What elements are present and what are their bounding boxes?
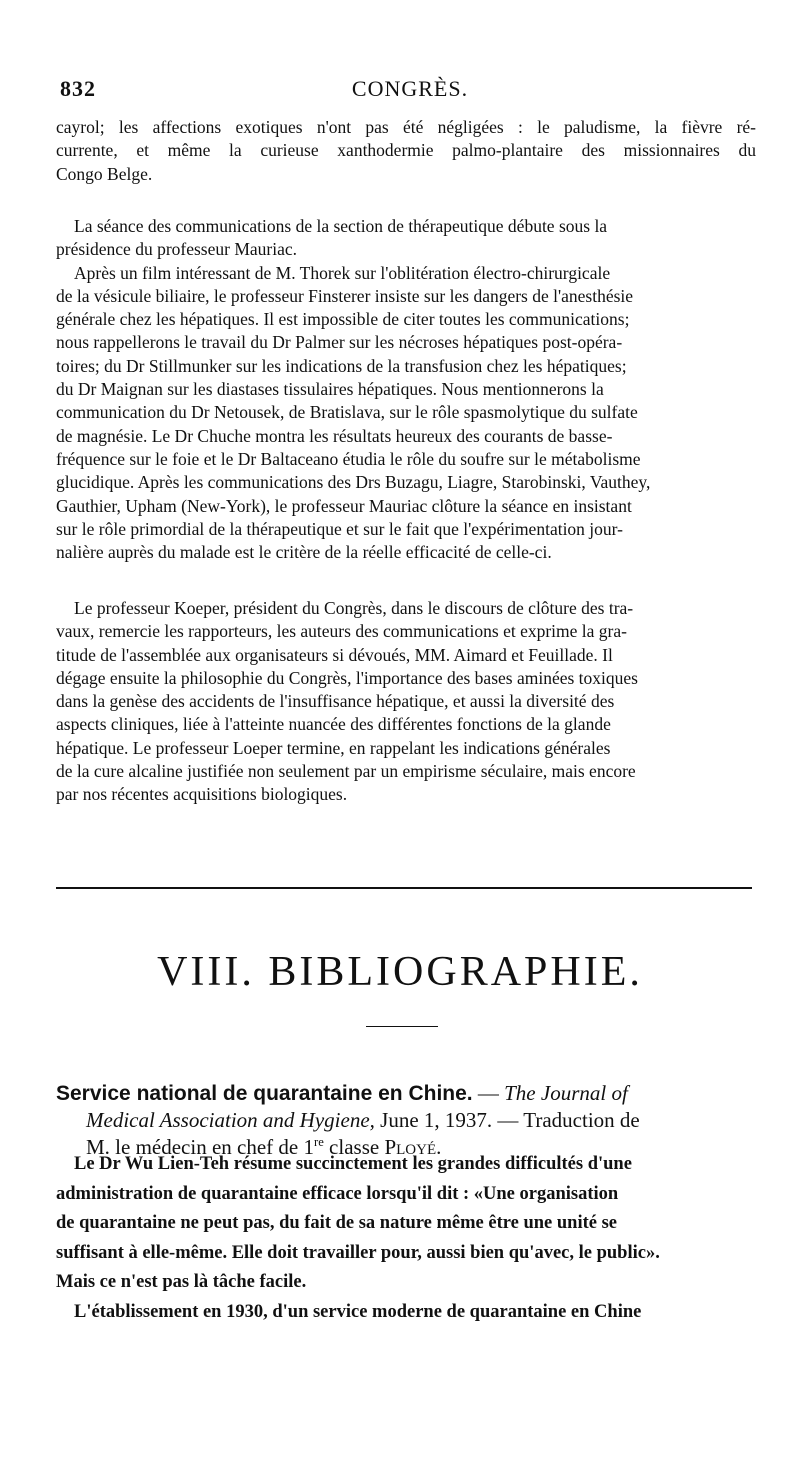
journal-title: The Journal of	[504, 1081, 628, 1105]
text-line: Après un film intéressant de M. Thorek sur l'oblitération électro-chirurgicale	[74, 262, 611, 283]
entry-dash: —	[472, 1081, 505, 1105]
entry-dash: —	[492, 1108, 524, 1132]
journal-title-cont: Medical Association and Hygiene,	[86, 1108, 375, 1132]
text-line: toires; du Dr Stillmunker sur les indications de la transfusion chez les hépatiques;	[56, 355, 627, 376]
text-line: currente, et même la curieuse xanthodermie palmo-plantaire des missionnaires du	[56, 140, 756, 161]
text-line: Mais ce n'est pas là tâche facile.	[56, 1272, 307, 1292]
title-underline	[366, 1026, 438, 1027]
page-header	[60, 76, 760, 106]
review-paragraph	[56, 1150, 756, 1327]
text-line: de quarantaine ne peut pas, du fait de sa nature même être une unité se	[56, 1213, 617, 1233]
text-line: du Dr Maignan sur les diastases tissulaires hépatiques. Nous mentionnerons la	[56, 379, 604, 400]
text-line: fréquence sur le foie et le Dr Baltaceano étudia le rôle du soufre sur le métabolisme	[56, 448, 641, 469]
text-line: vaux, remercie les rapporteurs, les auteurs des communications et exprime la gra-	[56, 621, 627, 642]
paragraph-therapeutics	[56, 215, 756, 564]
translator-name: Ployé.	[384, 1135, 442, 1159]
translation-label: Traduction de	[523, 1108, 640, 1132]
text-line: sur le rôle primordial de la thérapeutique et sur le fait que l'expérimentation jour-	[56, 518, 623, 539]
text-line: par nos récentes acquisitions biologiques.	[56, 784, 348, 805]
text-line: glucidique. Après les communications des Drs Buzagu, Liagre, Starobinski, Vauthey,	[56, 472, 651, 493]
ordinal-suffix: re	[314, 1135, 324, 1149]
translator-class: classe	[323, 1135, 385, 1159]
text-line: Congo Belge.	[56, 163, 153, 184]
running-title: CONGRÈS.	[351, 76, 469, 101]
text-line: de la cure alcaline justifiée non seulement par un empirisme séculaire, mais encore	[56, 761, 636, 782]
text-line: hépatique. Le professeur Loeper termine, en rappelant les indications générales	[56, 737, 611, 758]
text-line: administration de quarantaine efficace lorsqu'il dit : «Une organisation	[56, 1183, 619, 1204]
text-line: communication du Dr Netousek, de Bratislava, sur le rôle spasmolytique du sulfate	[56, 402, 638, 423]
text-line: de magnésie. Le Dr Chuche montra les résultats heureux des courants de basse-	[56, 425, 613, 446]
text-line: de la vésicule biliaire, le professeur Finsterer insiste sur les dangers de l'anesthésie	[56, 285, 634, 306]
text-line: Le professeur Koeper, président du Congrès, dans le discours de clôture des tra-	[74, 598, 634, 618]
text-line: suffisant à elle-même. Elle doit travailler pour, aussi bien qu'avec, le public».	[56, 1242, 660, 1263]
section-title: VIII. BIBLIOGRAPHIE.	[157, 949, 643, 995]
text-line: générale chez les hépatiques. Il est impossible de citer toutes les communications;	[56, 309, 630, 330]
entry-line	[56, 1080, 760, 1107]
text-line: L'établissement en 1930, d'un service moderne de quarantaine en Chine	[74, 1301, 642, 1322]
text-line: nalière auprès du malade est le critère de la réelle efficacité de celle-ci.	[56, 542, 552, 563]
entry-line	[56, 1107, 760, 1134]
text-line: La séance des communications de la section de thérapeutique débute sous la	[74, 216, 608, 236]
journal-date: June 1, 1937.	[374, 1108, 493, 1132]
paragraph-intro	[56, 116, 756, 186]
entry-title: Service national de quarantaine en Chine.	[56, 1082, 473, 1105]
translator-rank: M. le médecin en chef de 1	[86, 1135, 314, 1159]
section-divider	[56, 887, 752, 889]
text-line: aspects cliniques, liée à l'atteinte nuancée des différentes fonctions de la glande	[56, 714, 611, 735]
bibliography-entry	[56, 1080, 760, 1161]
text-line: Gauthier, Upham (New-York), le professeur Mauriac clôture la séance en insistant	[56, 495, 632, 516]
page-number: 832	[60, 76, 96, 101]
text-line: cayrol; les affections exotiques n'ont pas été négligées : le paludisme, la fièvre ré-	[56, 117, 756, 137]
text-line: nous rappellerons le travail du Dr Palmer sur les nécroses hépatiques post-opéra-	[56, 332, 623, 353]
text-line: titude de l'assemblée aux organisateurs si dévoués, MM. Aimard et Feuillade. Il	[56, 644, 613, 665]
text-line: dans la genèse des accidents de l'insuffisance hépatique, et aussi la diversité des	[56, 691, 615, 712]
paragraph-closing	[56, 597, 756, 807]
text-line: Le Dr Wu Lien-Teh résume succinctement les grandes difficultés d'une	[74, 1154, 632, 1174]
text-line: présidence du professeur Mauriac.	[56, 239, 298, 260]
text-line: dégage ensuite la philosophie du Congrès, l'importance des bases aminées toxiques	[56, 667, 638, 688]
